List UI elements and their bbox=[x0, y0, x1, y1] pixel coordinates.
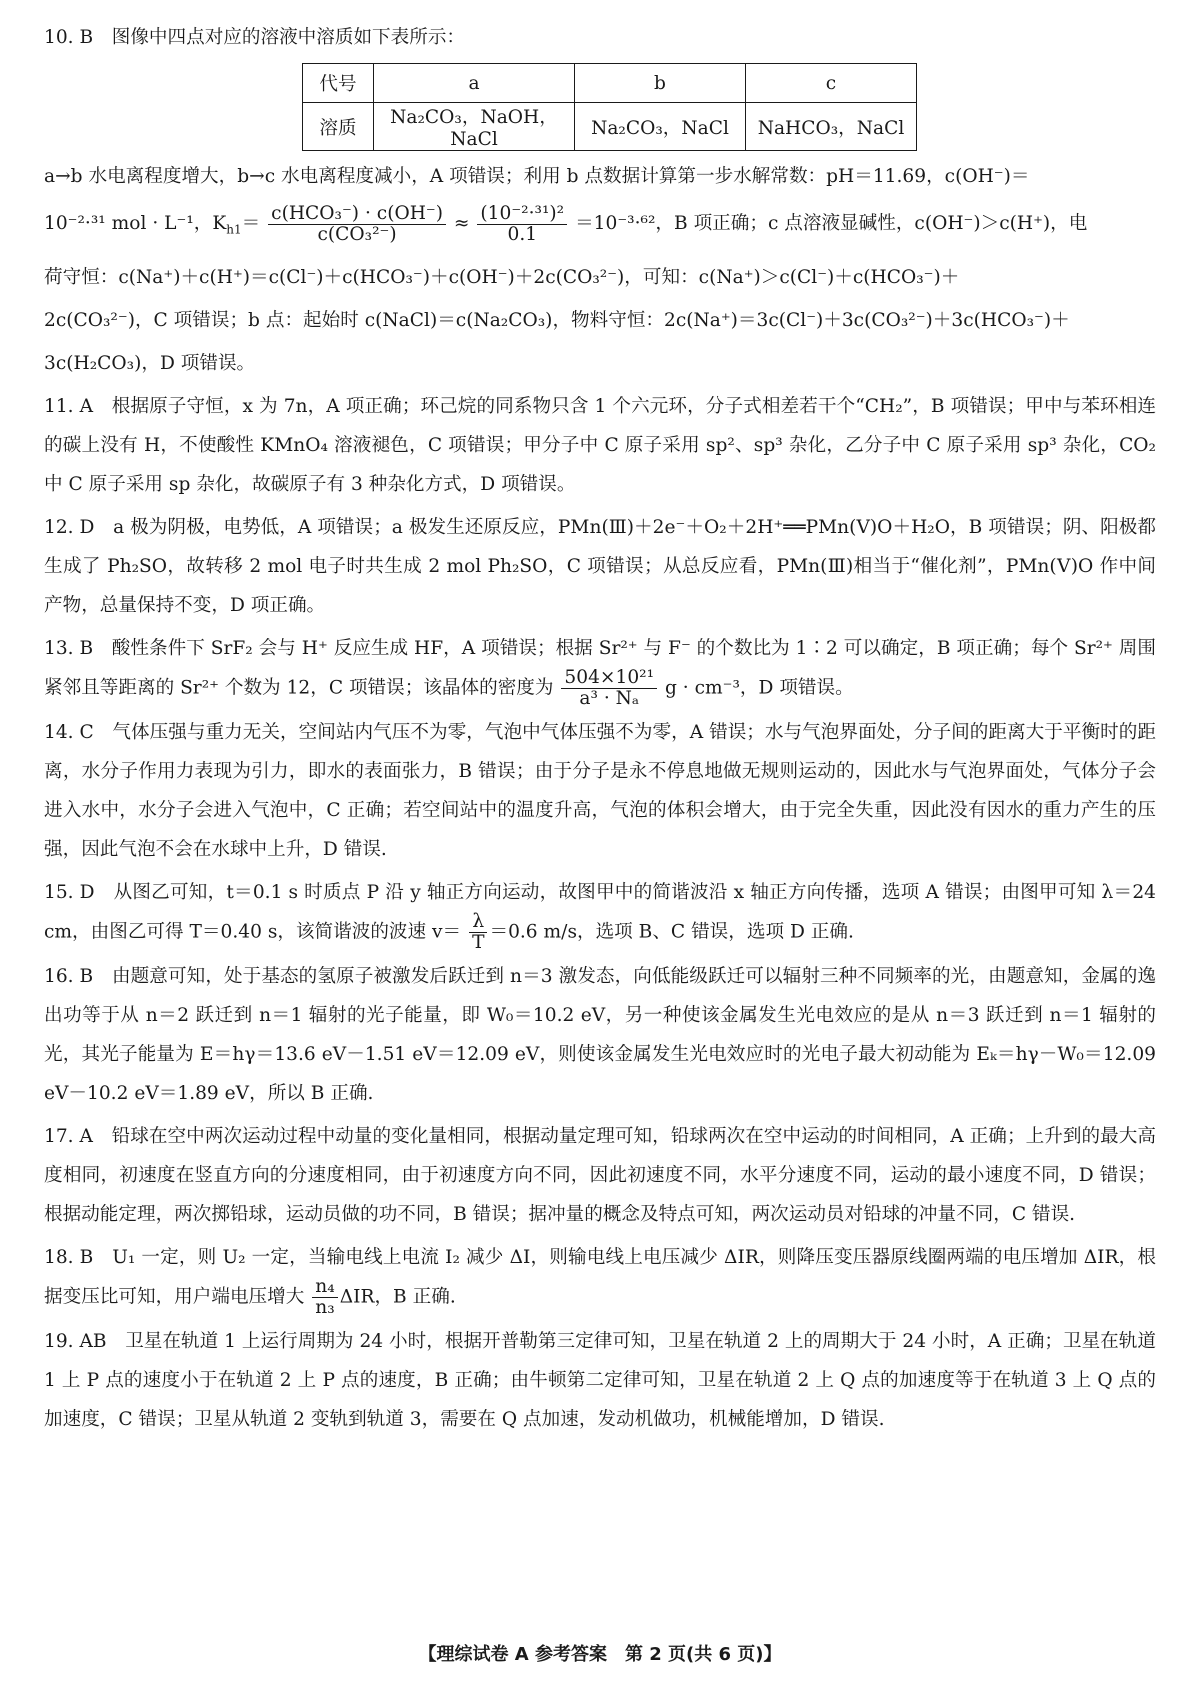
fraction-numerator: 504×10²¹ bbox=[561, 668, 657, 689]
fraction-denominator: 0.1 bbox=[507, 223, 538, 245]
q17-answer: 17. A 铅球在空中两次运动过程中动量的变化量相同，根据动量定理可知，铅球两次在空中运动的时间相同，A 正确；上升到的最大高度相同，初速度在竖直方向的分速度相同，由于初速度方向不同，因此初速度不同，水平分速度不同，运动的最小速度不同，D 错误；根据动能定理，两次掷铅球，运动员做的功不同，B 错误；据冲量的概念及特点可知，两次运动员对铅球的冲量不同，C 错误. bbox=[44, 1125, 1156, 1225]
page-footer: 【理综试卷 A 参考答案 第 2 页(共 6 页)】 bbox=[418, 1644, 782, 1665]
density-fraction bbox=[561, 668, 657, 709]
table-row bbox=[303, 103, 917, 151]
table-cell: 代号 bbox=[303, 64, 374, 103]
q19-answer: 19. AB 卫星在轨道 1 上运行周期为 24 小时，根据开普勒第三定律可知，卫星在轨道 2 上的周期大于 24 小时，A 正确；卫星在轨道 1 上 P 点的速度小于在轨道 2 上 P 点的速度，B 正确；由牛顿第二定律可知，卫星在轨道 2 上 Q 点的加速度等于在轨道 3 上 Q 点的加速度，C 错误；卫星从轨道 2 变轨到轨道 3，需要在 Q 点加速，发动机做功，机械能增加，D 错误. bbox=[44, 1330, 1156, 1430]
q13-text: g · cm⁻³，D 项错误。 bbox=[659, 677, 854, 699]
solute-table bbox=[302, 63, 917, 151]
table-cell: Na₂CO₃，NaOH，NaCl bbox=[374, 103, 575, 151]
q15-text: ＝0.6 m/s，选项 B、C 错误，选项 D 正确. bbox=[489, 921, 854, 943]
wave-speed-fraction bbox=[469, 912, 487, 953]
q15-answer bbox=[44, 873, 1156, 953]
fraction-denominator: c(CO₃²⁻) bbox=[317, 223, 397, 245]
fraction-numerator: (10⁻²·³¹)² bbox=[477, 204, 567, 225]
hydrolysis-fraction bbox=[268, 204, 446, 245]
table-cell: Na₂CO₃，NaCl bbox=[575, 103, 746, 151]
q10-text: 10⁻²·³¹ mol · L⁻¹，K bbox=[44, 213, 227, 234]
q10-text: ≈ bbox=[453, 213, 470, 234]
q10-head: 10. B 图像中四点对应的溶液中溶质如下表所示： bbox=[44, 27, 466, 48]
q10-line-4: 2c(CO₃²⁻)，C 项错误；b 点：起始时 c(NaCl)＝c(Na₂CO₃)，物料守恒：2c(Na⁺)＝3c(Cl⁻)＋3c(CO₃²⁻)＋3c(HCO₃⁻)＋ bbox=[44, 309, 1070, 331]
turns-ratio-fraction bbox=[312, 1277, 337, 1318]
hydrolysis-fraction-2 bbox=[477, 204, 567, 245]
fraction-denominator: n₃ bbox=[315, 1296, 335, 1318]
q16-answer: 16. B 由题意可知，处于基态的氢原子被激发后跃迁到 n＝3 激发态，向低能级跃迁可以辐射三种不同频率的光，由题意知，金属的逸出功等于从 n＝2 跃迁到 n＝1 辐射的光子能量，即 W₀＝10.2 eV，另一种使该金属发生光电效应的是从 n＝3 跃迁到 n＝1 辐射的光，其光子能量为 E＝hγ＝13.6 eV－1.51 eV＝12.09 eV，则使该金属发生光电效应时的光电子最大初动能为 Eₖ＝hγ－W₀＝12.09 eV－10.2 eV＝1.89 eV，所以 B 正确. bbox=[44, 965, 1156, 1104]
q14-answer: 14. C 气体压强与重力无关，空间站内气压不为零，气泡中气体压强不为零，A 错误；水与气泡界面处，分子间的距离大于平衡时的距离，水分子作用力表现为引力，即水的表面张力，B 错误；由于分子是永不停息地做无规则运动的，因此水与气泡界面处，气体分子会进入水中，水分子会进入气泡中，C 正确；若空间站中的温度升高，气泡的体积会增大，由于完全失重，因此没有因水的重力产生的压强，因此气泡不会在水球中上升，D 错误. bbox=[44, 721, 1156, 860]
table-row bbox=[303, 64, 917, 103]
table-cell: 溶质 bbox=[303, 103, 374, 151]
table-cell: NaHCO₃，NaCl bbox=[746, 103, 917, 151]
fraction-numerator: n₄ bbox=[312, 1277, 337, 1298]
q13-answer bbox=[44, 629, 1156, 709]
answer-page bbox=[44, 18, 1156, 1443]
q13-text: 13. B 酸性条件下 SrF₂ 会与 H⁺ 反应生成 HF，A 项错误；根据 Sr²⁺ 与 F⁻ 的个数比为 1∶2 可以确定，B 项正确；每个 Sr²⁺ 周围紧邻且等距离的 Sr²⁺ 个数为 12，C 项错误；该晶体的密度为 bbox=[44, 637, 1156, 699]
table-cell: c bbox=[746, 64, 917, 103]
fraction-denominator: a³ · Nₐ bbox=[579, 687, 640, 709]
q15-text: 15. D 从图乙可知，t＝0.1 s 时质点 P 沿 y 轴正方向运动，故图甲中的简谐波沿 x 轴正方向传播，选项 A 错误；由图甲可知 λ＝24 cm，由图乙可得 T＝0.40 s，该简谐波的波速 v＝ bbox=[44, 881, 1156, 943]
fraction-numerator: c(HCO₃⁻) · c(OH⁻) bbox=[268, 204, 446, 225]
q10-sub: h1 bbox=[226, 222, 242, 237]
q10-line-5: 3c(H₂CO₃)，D 项错误。 bbox=[44, 352, 256, 374]
fraction-numerator: λ bbox=[469, 912, 487, 933]
q10-line-1: a→b 水电离程度增大，b→c 水电离程度减小，A 项错误；利用 b 点数据计算第一步水解常数：pH＝11.69，c(OH⁻)＝ bbox=[44, 166, 1030, 187]
q12-answer: 12. D a 极为阴极，电势低，A 项错误；a 极发生还原反应，PMn(Ⅲ)＋2e⁻＋O₂＋2H⁺══PMn(Ⅴ)O＋H₂O，B 项错误；阴、阳极都生成了 Ph₂SO，故转移 2 mol 电子时共生成 2 mol Ph₂SO，C 项错误；从总反应看，PMn(Ⅲ)相当于“催化剂”，PMn(Ⅴ)O 作中间产物，总量保持不变，D 项正确。 bbox=[44, 516, 1156, 616]
q10-line-3: 荷守恒：c(Na⁺)＋c(H⁺)＝c(Cl⁻)＋c(HCO₃⁻)＋c(OH⁻)＋2c(CO₃²⁻)，可知：c(Na⁺)＞c(Cl⁻)＋c(HCO₃⁻)＋ bbox=[44, 266, 960, 288]
q10-text: ＝10⁻³·⁶²，B 项正确；c 点溶液显碱性，c(OH⁻)＞c(H⁺)，电 bbox=[575, 213, 1088, 234]
table-cell: b bbox=[575, 64, 746, 103]
q10-line-2 bbox=[44, 200, 1156, 254]
q18-text: 18. B U₁ 一定，则 U₂ 一定，当输电线上电流 I₂ 减少 ΔI，则输电线上电压减少 ΔIR，则降压变压器原线圈两端的电压增加 ΔIR，根据变压比可知，用户端电压增大 bbox=[44, 1246, 1156, 1308]
table-cell: a bbox=[374, 64, 575, 103]
fraction-denominator: T bbox=[472, 931, 485, 953]
q18-text: ΔIR，B 正确. bbox=[339, 1286, 456, 1308]
q10-text: ＝ bbox=[241, 213, 261, 234]
q18-answer bbox=[44, 1238, 1156, 1318]
q11-answer: 11. A 根据原子守恒，x 为 7n，A 项正确；环己烷的同系物只含 1 个六元环，分子式相差若干个“CH₂”，B 项错误；甲中与苯环相连的碳上没有 H，不使酸性 KMnO₄ 溶液褪色，C 项错误；甲分子中 C 原子采用 sp²、sp³ 杂化，乙分子中 C 原子采用 sp³ 杂化，CO₂ 中 C 原子采用 sp 杂化，故碳原子有 3 种杂化方式，D 项错误。 bbox=[44, 395, 1156, 495]
